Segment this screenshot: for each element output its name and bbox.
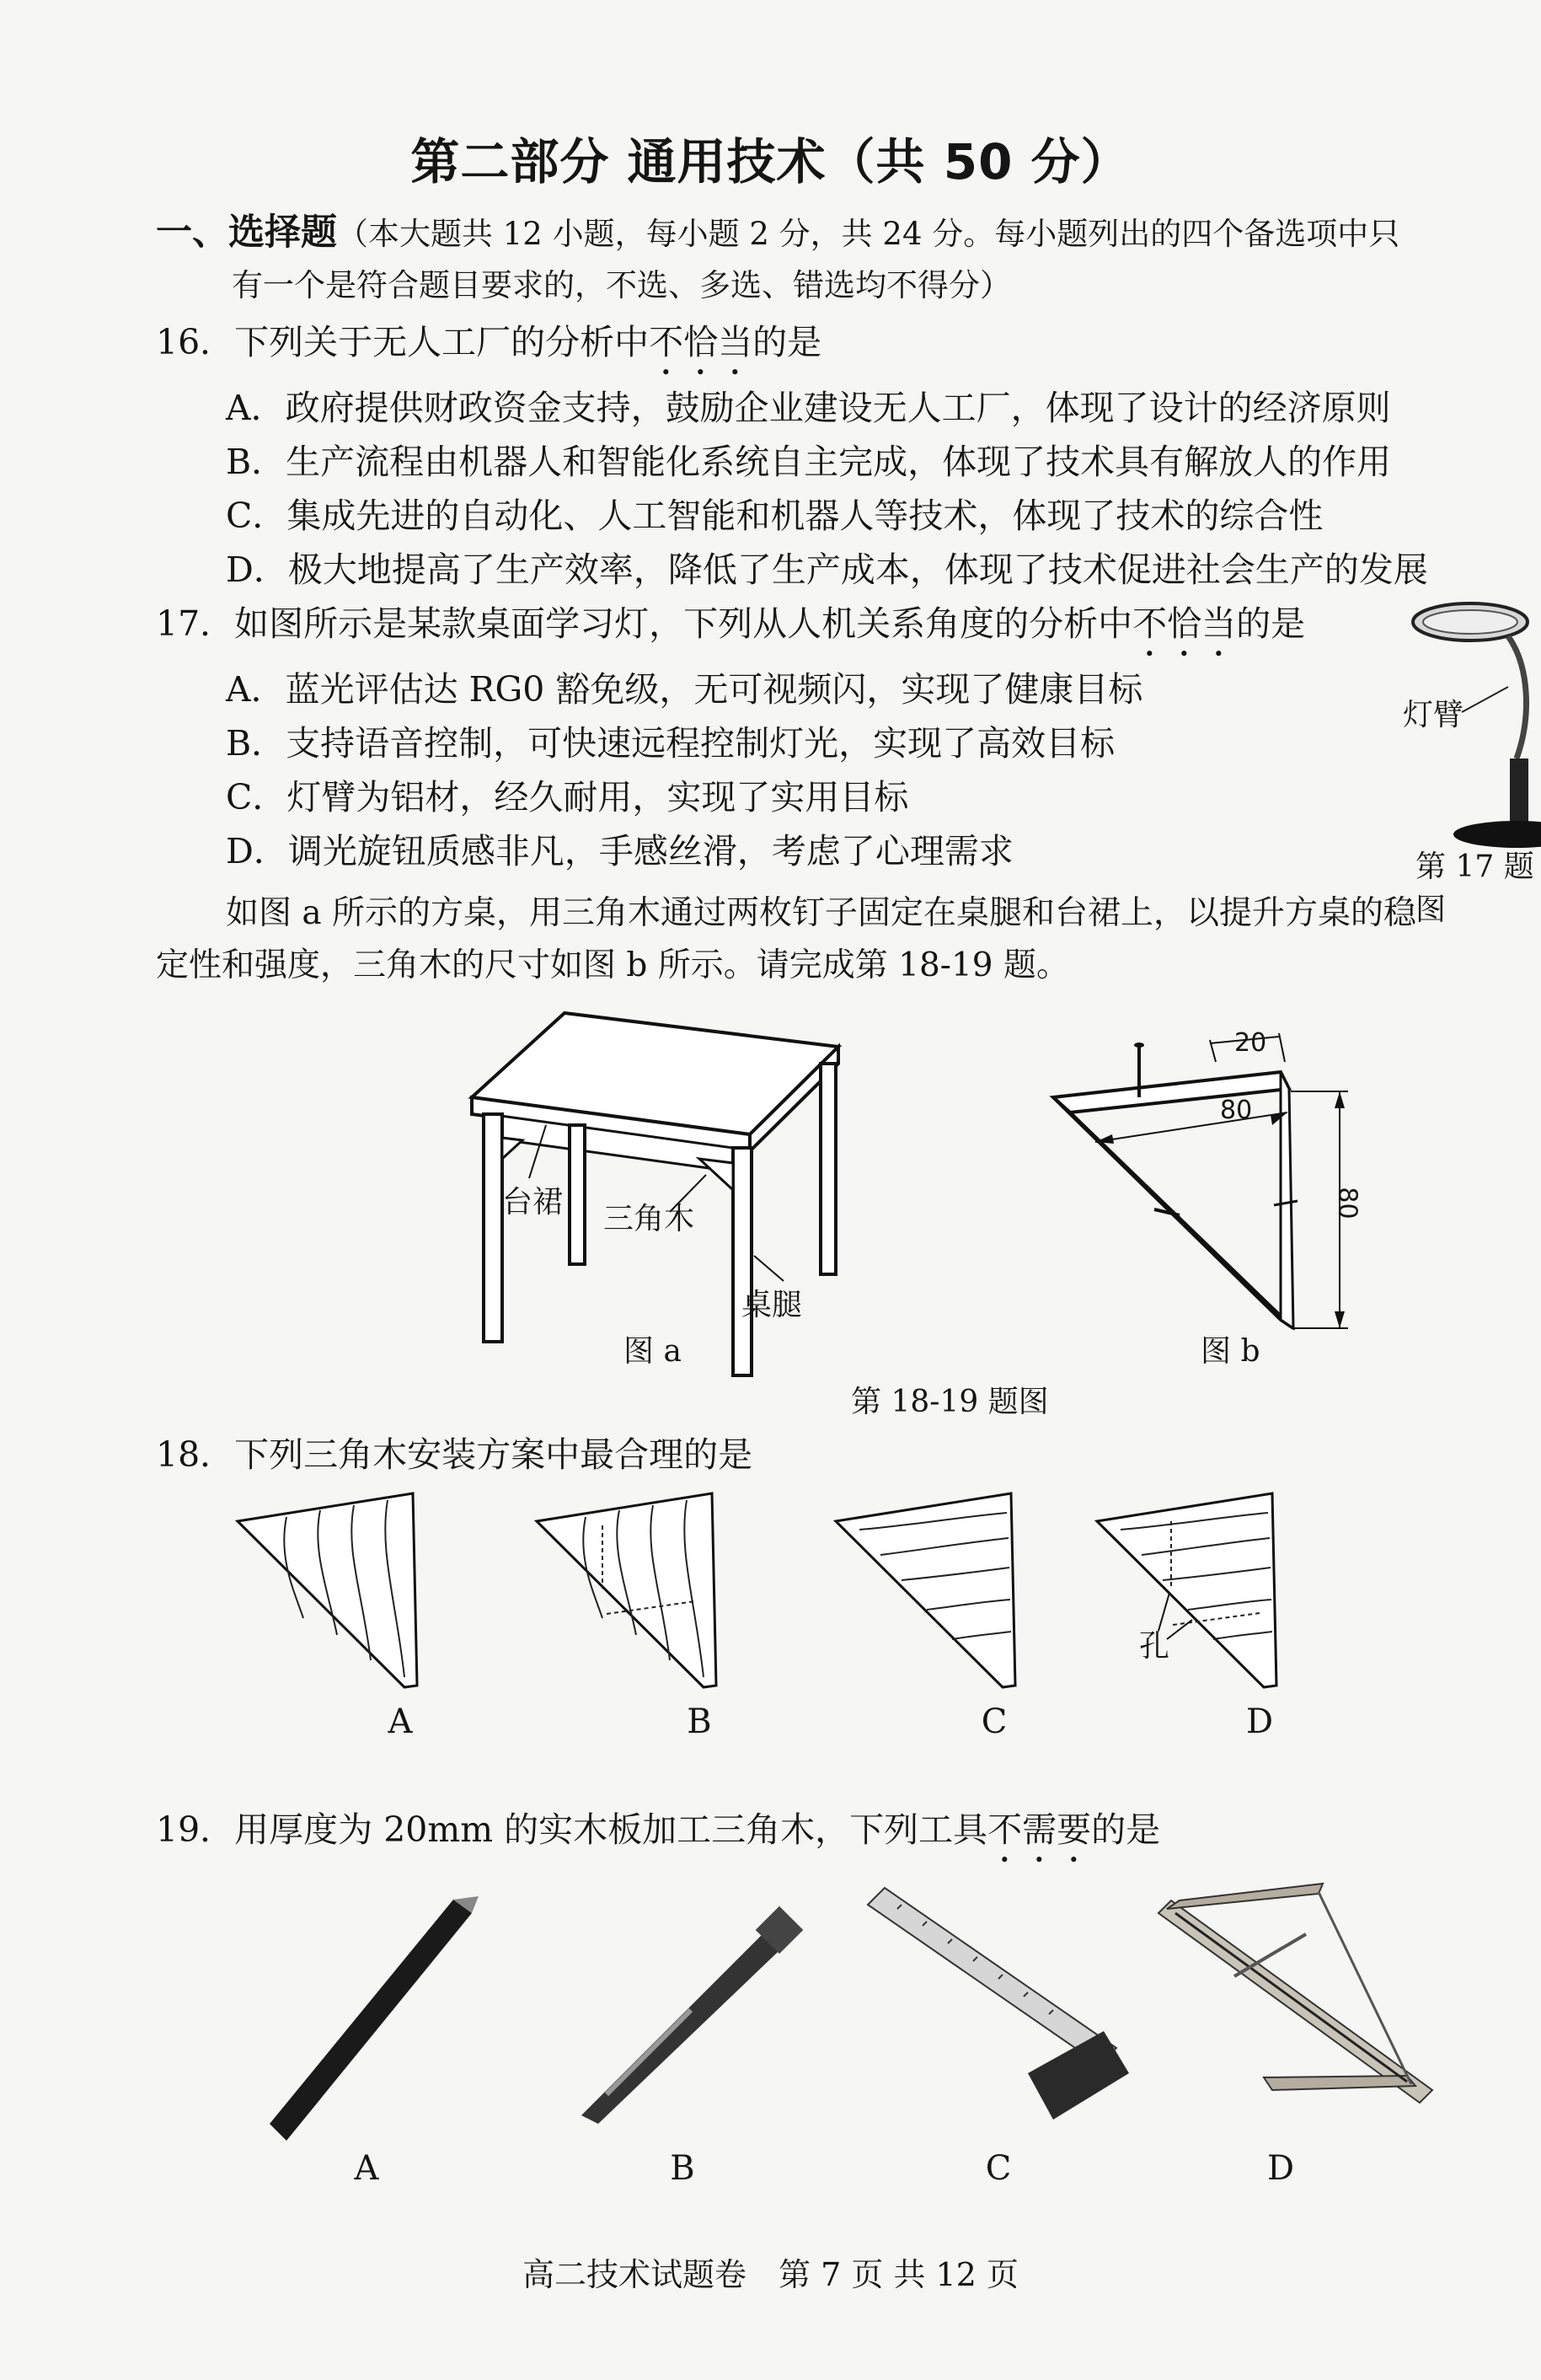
q18-option-d-figure: [1095, 1492, 1289, 1694]
q18-choice-d: D: [1245, 1702, 1274, 1741]
dimension-thickness: 20: [1234, 1028, 1267, 1058]
pencil-icon: [261, 1896, 480, 2141]
q19-stem-end: 的是: [1091, 1809, 1161, 1850]
q17-stem: [156, 602, 1305, 664]
q18-choice-a: A: [388, 1702, 413, 1741]
page-title: 第二部分 通用技术（共 50 分）: [410, 133, 1131, 190]
triangle-block-label: 三角木: [603, 1202, 695, 1236]
tap-icon: [573, 1913, 800, 2124]
q16-stem-text: 16．下列关于无人工厂的分析中: [156, 322, 650, 362]
q18-choice-b: B: [687, 1702, 712, 1741]
q19-stem-emphasis: 不需要: [987, 1809, 1092, 1850]
q19-choice-a: A: [354, 2149, 379, 2188]
triangle-block-figure-b: [1045, 1028, 1382, 1348]
dimension-height: 80: [1332, 1187, 1362, 1219]
q17-stem-emphasis: 不恰当: [1132, 603, 1237, 644]
figure-b-caption: 图 b: [1201, 1334, 1260, 1369]
q19-stem-text: 19．用厚度为 20mm 的实木板加工三角木，下列工具: [156, 1809, 988, 1850]
q16-option-d: D．极大地提高了生产效率，降低了生产成本，体现了技术促进社会生产的发展: [226, 549, 1428, 590]
hole-label: 孔: [1139, 1629, 1170, 1664]
q17-stem-text: 17．如图所示是某款桌面学习灯，下列从人机关系角度的分析中: [156, 603, 1133, 644]
q17-option-a: A．蓝光评估达 RG0 豁免级，无可视频闪，实现了健康目标: [226, 669, 1143, 710]
q18-option-a-figure: [236, 1492, 430, 1694]
q18-option-b-figure: [535, 1492, 729, 1694]
q16-option-b: B．生产流程由机器人和智能化系统自主完成，体现了技术具有解放人的作用: [226, 442, 1392, 482]
q17-stem-end: 的是: [1236, 603, 1306, 644]
lamp-arm-label: 灯臂: [1403, 698, 1464, 732]
bow-saw-icon: [1154, 1884, 1441, 2128]
section-heading: [156, 211, 1399, 256]
q18-option-c-figure: [834, 1492, 1028, 1694]
intro-line2: 定性和强度，三角木的尺寸如图 b 所示。请完成第 18-19 题。: [156, 946, 1069, 984]
figure-18-19-caption: 第 18-19 题图: [851, 1385, 1049, 1419]
intro-line1: 如图 a 所示的方桌，用三角木通过两枚钉子固定在桌腿和台裙上，以提升方桌的稳: [226, 894, 1417, 932]
apron-label: 台裙: [502, 1185, 564, 1219]
q17-option-d: D．调光旋钮质感非凡，手感丝滑，考虑了心理需求: [226, 831, 1014, 871]
q17-option-b: B．支持语音控制，可快速远程控制灯光，实现了高效目标: [226, 723, 1116, 764]
table-leg-label: 桌腿: [741, 1288, 803, 1322]
q17-figure-caption: 第 17 题图: [1415, 850, 1534, 927]
section-note-line1: （本大题共 12 小题，每小题 2 分，共 24 分。每小题列出的四个备选项中只: [337, 216, 1400, 252]
section-note-line2: 有一个是符合题目要求的，不选、多选、错选均不得分）: [232, 267, 1011, 303]
q19-stem: [156, 1808, 1160, 1870]
q19-choice-d: D: [1266, 2149, 1295, 2188]
q16-stem-emphasis: 不恰当: [649, 322, 753, 362]
q18-choice-c: C: [981, 1702, 1008, 1741]
q19-choice-c: C: [985, 2149, 1012, 2188]
dimension-width: 80: [1220, 1096, 1253, 1125]
page-footer: 高二技术试题卷 第 7 页 共 12 页: [522, 2256, 1019, 2293]
section-title: 一、选择题: [156, 212, 337, 254]
q18-stem: 18．下列三角木安装方案中最合理的是: [156, 1434, 753, 1475]
q19-choice-b: B: [670, 2149, 695, 2188]
q16-option-a: A．政府提供财政资金支持，鼓励企业建设无人工厂，体现了设计的经济原则: [226, 388, 1391, 428]
figure-a-caption: 图 a: [623, 1334, 682, 1369]
q16-option-c: C．集成先进的自动化、人工智能和机器人等技术，体现了技术的综合性: [226, 496, 1324, 536]
q17-option-c: C．灯臂为铝材，经久耐用，实现了实用目标: [226, 777, 909, 817]
try-square-icon: [864, 1888, 1133, 2124]
q16-stem-end: 的是: [752, 322, 822, 362]
q16-stem: [156, 320, 821, 383]
